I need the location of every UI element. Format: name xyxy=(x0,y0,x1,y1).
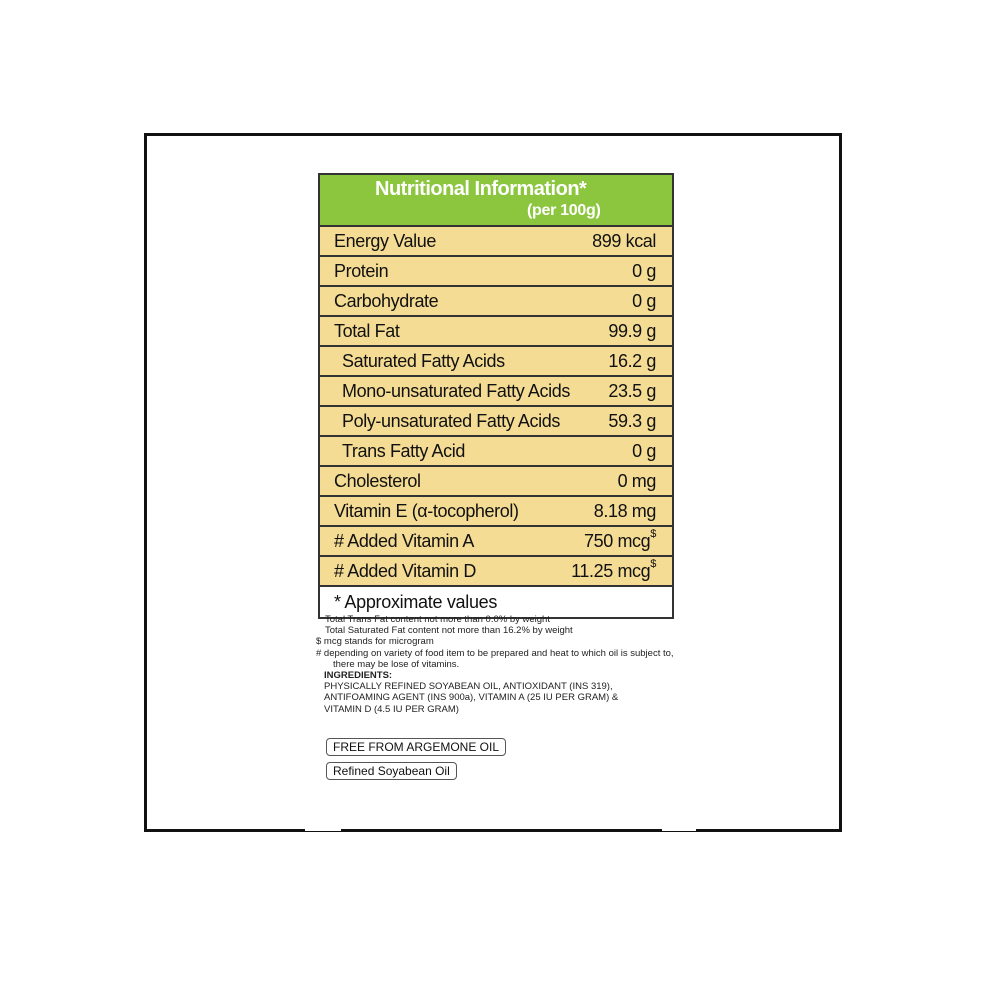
nutrition-row xyxy=(320,407,672,437)
nutrition-row xyxy=(320,257,672,287)
nutrition-row xyxy=(320,287,672,317)
nutrition-row xyxy=(320,317,672,347)
row-label: Energy Value xyxy=(334,230,436,251)
row-label: # Added Vitamin D xyxy=(334,560,476,581)
trans-fat-note: Total Trans Fat content not more than 0.0% by weight xyxy=(325,614,550,625)
row-value: 0 g xyxy=(632,440,656,461)
row-label: Saturated Fatty Acids xyxy=(342,350,505,371)
row-value: 899 kcal xyxy=(592,230,656,251)
row-label: Mono-unsaturated Fatty Acids xyxy=(342,380,570,401)
ingredients-line1: PHYSICALLY REFINED SOYABEAN OIL, ANTIOXIDANT (INS 319), xyxy=(324,681,613,693)
vitamin-note-line1: # depending on variety of food item to be prepared and heat to which oil is subject to, xyxy=(316,647,674,659)
row-label: # Added Vitamin A xyxy=(334,530,474,551)
row-label: Poly-unsaturated Fatty Acids xyxy=(342,410,560,431)
nutrition-row xyxy=(320,437,672,467)
nutrition-header xyxy=(320,175,672,227)
nutrition-row xyxy=(320,527,672,557)
nutrition-row xyxy=(320,227,672,257)
row-value: 8.18 mg xyxy=(593,500,656,521)
nutrition-row xyxy=(320,467,672,497)
row-label: Vitamin E (α-tocopherol) xyxy=(334,500,519,521)
row-value: 0 g xyxy=(632,260,656,281)
row-value: 23.5 g xyxy=(608,380,656,401)
nutrition-table xyxy=(318,173,674,619)
product-name-badge: Refined Soyabean Oil xyxy=(326,762,457,780)
row-value: 0 mg xyxy=(617,470,656,491)
vitamin-note-line2: there may be lose of vitamins. xyxy=(333,658,460,670)
ingredients-line3: VITAMIN D (4.5 IU PER GRAM) xyxy=(324,703,459,715)
row-value: 750 mcg$ xyxy=(584,527,656,551)
nutrition-subtitle: (per 100g) xyxy=(527,202,601,219)
outline-gap-left xyxy=(305,825,341,831)
nutrition-title: Nutritional Information* xyxy=(375,178,587,200)
ingredients-heading: INGREDIENTS: xyxy=(324,670,393,682)
fine-print xyxy=(316,614,716,715)
ingredients-line2: ANTIFOAMING AGENT (INS 900a), VITAMIN A (25 IU PER GRAM) & xyxy=(324,692,619,704)
approximate-values-note: * Approximate values xyxy=(320,587,672,617)
row-value: 59.3 g xyxy=(608,410,656,431)
row-value: 0 g xyxy=(632,290,656,311)
row-label: Carbohydrate xyxy=(334,290,439,311)
row-value: 99.9 g xyxy=(608,320,656,341)
nutrition-row xyxy=(320,497,672,527)
row-label: Trans Fatty Acid xyxy=(342,440,465,461)
saturated-fat-note: Total Saturated Fat content not more than 16.2% by weight xyxy=(325,625,573,637)
outline-gap-right xyxy=(662,825,696,831)
nutrition-row xyxy=(320,347,672,377)
row-label: Total Fat xyxy=(334,320,400,341)
nutrition-row xyxy=(320,377,672,407)
nutrition-row xyxy=(320,557,672,587)
row-value: 16.2 g xyxy=(608,350,656,371)
argemone-free-badge: FREE FROM ARGEMONE OIL xyxy=(326,738,506,756)
mcg-note: $ mcg stands for microgram xyxy=(316,636,434,648)
row-label: Protein xyxy=(334,260,389,281)
row-label: Cholesterol xyxy=(334,470,421,491)
row-value: 11.25 mcg$ xyxy=(571,557,656,581)
